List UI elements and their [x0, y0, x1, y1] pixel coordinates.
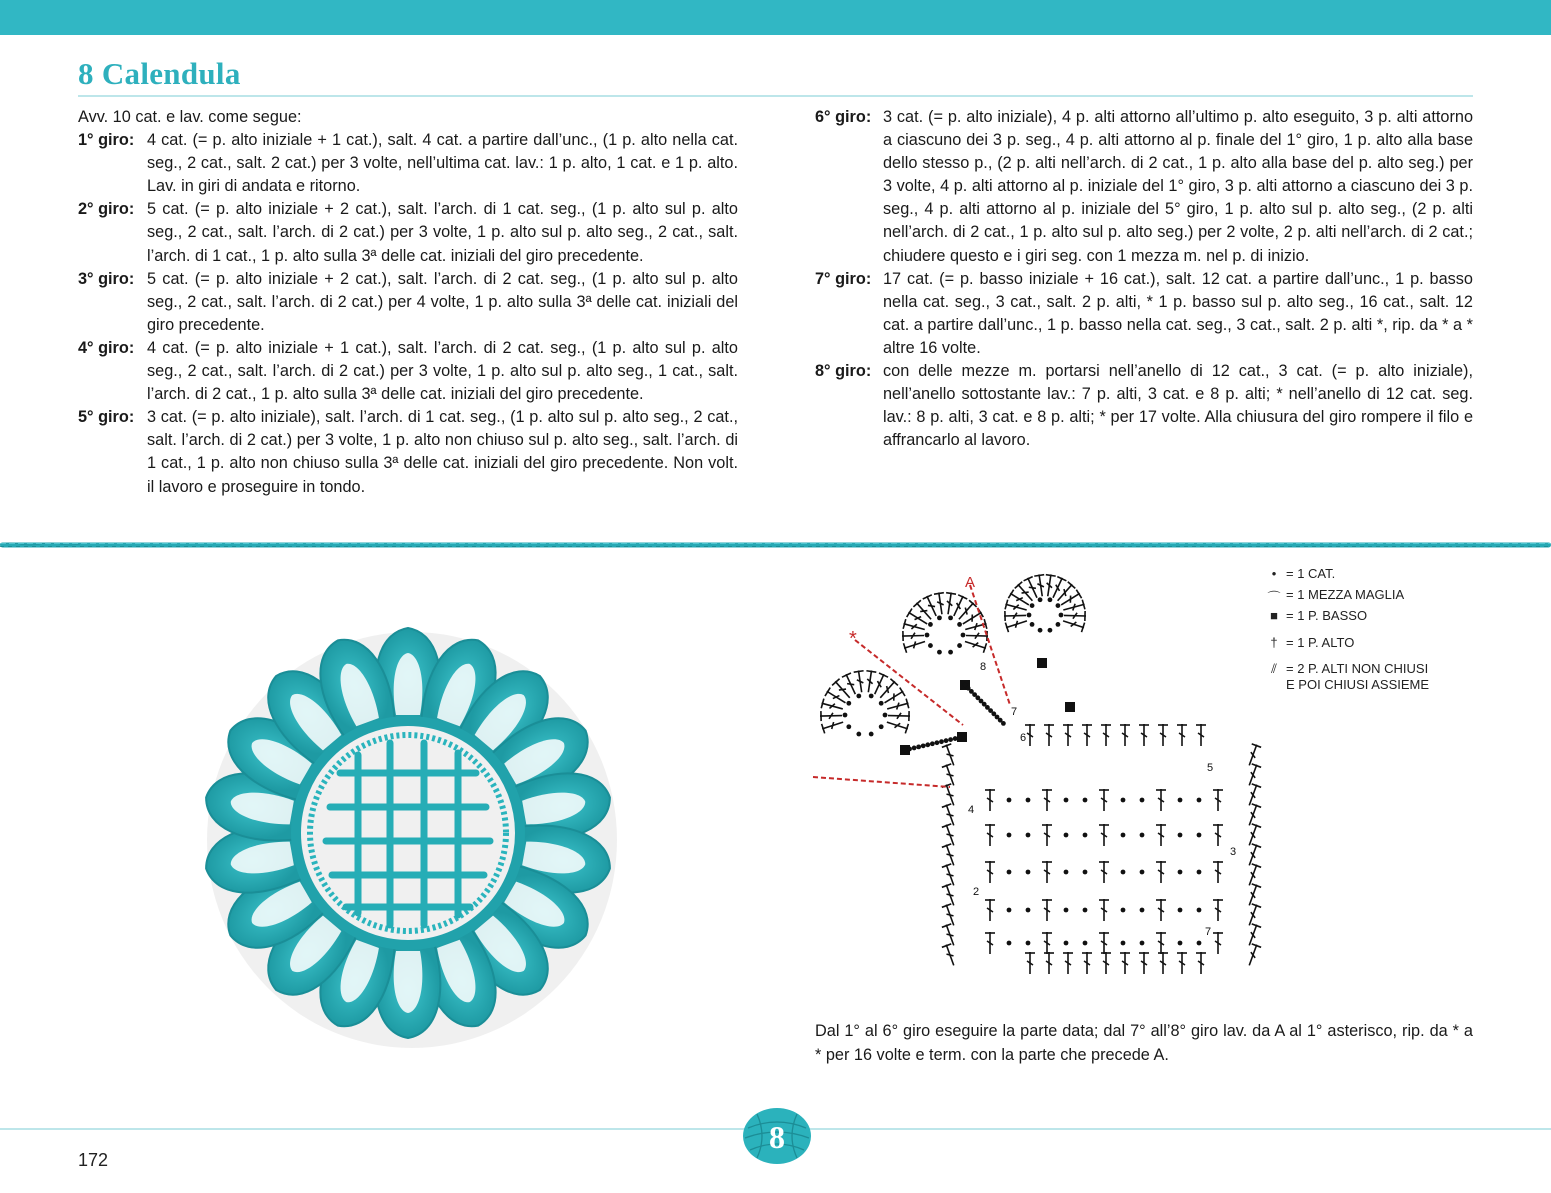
treble-symbol: [1120, 724, 1130, 746]
treble-symbol: [1245, 743, 1262, 767]
treble-symbol: [1213, 932, 1223, 954]
treble-symbol: [1004, 616, 1028, 632]
square-icon: ■: [1270, 608, 1278, 623]
treble-symbol: [985, 899, 995, 921]
round-label: 8° giro:: [815, 362, 872, 381]
round-label: 6° giro:: [815, 108, 872, 126]
chain-dot: [1178, 908, 1183, 913]
treble-symbol: [1004, 610, 1026, 621]
treble-symbol: [1101, 724, 1111, 746]
treble-symbol: [903, 637, 927, 653]
round-text: con delle mezze m. portarsi nell’anello di 12 cat., 3 cat. (= p. alto iniziale), nell’anello sottostante lav.: 7 p. alti, 3 cat. e 8 p. alti; * nell’anello di 12 cat. seg. lav.: 8 p. alti, 3 cat. e 8 p. alti; * per 17 volte. Alla chiusura del giro rompere il filo e affrancarlo al lavoro.: [883, 362, 1473, 450]
chain-dot: [939, 739, 944, 744]
treble-symbol: [1156, 932, 1166, 954]
treble-symbol: [821, 717, 845, 733]
treble-symbol: [1023, 576, 1041, 600]
chain-dot: [912, 746, 917, 751]
intro-text: Avv. 10 cat. e lav. come segue:: [78, 108, 302, 126]
treble-symbol: [863, 670, 876, 693]
page-title: 8 Calendula: [78, 56, 241, 91]
treble-symbol: [942, 763, 959, 787]
treble-symbol: [820, 711, 842, 722]
chain-dot: [1007, 833, 1012, 838]
treble-symbol: [942, 823, 959, 847]
chain-dot: [1083, 833, 1088, 838]
treble-symbol: [942, 803, 959, 827]
chain-dot: [1197, 870, 1202, 875]
round-7: [815, 268, 1473, 360]
round-num: 7: [1205, 926, 1212, 938]
chain-dot: [961, 633, 966, 638]
round-4: [78, 337, 738, 406]
chain-dot: [1121, 798, 1126, 803]
treble-symbol: [1177, 952, 1187, 974]
slip-stitch-icon: ⌒: [1267, 590, 1281, 605]
chain-dot: [1064, 941, 1069, 946]
chain-dot: [1197, 941, 1202, 946]
round-text: 5 cat. (= p. alto iniziale + 2 cat.), salt. l’arch. di 2 cat. seg., (1 p. alto sul p. alto seg., 2 cat., salt. l’arch. di 2 cat.) per 4 volte, 1 p. alto sulla 3ª delle cat. iniziali del giro precedente.: [147, 269, 738, 334]
treble-symbol: [942, 863, 959, 887]
treble-symbol: [1139, 724, 1149, 746]
round-label: 7° giro:: [815, 269, 872, 288]
treble-symbol: [1099, 899, 1109, 921]
treble-symbol: [1156, 899, 1166, 921]
chain-dot: [1197, 833, 1202, 838]
chain-dot: [883, 713, 888, 718]
treble-symbol: [922, 594, 940, 618]
chain-dot: [1064, 798, 1069, 803]
treble-symbol: [942, 903, 959, 927]
chain-dot: [1027, 613, 1032, 618]
chain-dot: [1064, 870, 1069, 875]
chain-dot: [879, 724, 884, 729]
treble-symbol: [963, 637, 987, 653]
treble-symbol: [1158, 724, 1168, 746]
chain-dot: [1056, 622, 1061, 627]
chain-dot: [1026, 870, 1031, 875]
round-text: 3 cat. (= p. alto iniziale), 4 p. alti attorno all’ultimo p. alto eseguito, 3 p. alti attorno a ciascuno dei 3 p. seg., 4 p. alti attorno al p. finale del 1° giro, 1 p. alto alla base dello stesso p., (2 p. alti nell’arch. di 2 cat., 1 p. alto alla base del p. alto seg.) per 3 volte, 4 p. alti attorno al p. iniziale del 1° giro, 3 p. alti attorno a ciascuno dei 3 p. seg., 4 p. alti attorno al p. iniziale del 5° giro, 1 p. alto sul p. alto seg., (2 p. alti nell’arch. di 2 cat., 1 p. alto sul p. alto seg.) per 2 volte, 2 p. alti nell’arch. di 2 cat.; chiudere questo e i giri seg. con 1 mezza m. nel p. di inizio.: [883, 108, 1473, 265]
doily-photo: [190, 595, 630, 1065]
treble-symbol: [1082, 724, 1092, 746]
treble-symbol: [942, 923, 959, 947]
legend-item: • = 1 CAT.: [1262, 566, 1429, 587]
treble-symbol: [1043, 574, 1056, 597]
legend-item: ■ = 1 P. BASSO: [1262, 608, 1429, 629]
chain-dot: [928, 643, 933, 648]
tall-cross-icon: †: [1270, 635, 1278, 650]
chain-dot: [1038, 597, 1043, 602]
treble-symbol: [1139, 952, 1149, 974]
treble-symbol: [1120, 952, 1130, 974]
chain-dot: [1064, 908, 1069, 913]
treble-symbol: [1099, 789, 1109, 811]
round-text: 3 cat. (= p. alto iniziale), salt. l’arch. di 1 cat. seg., (1 p. alto sul p. alto seg., 2 cat., salt. l’arch. di 2 cat.) per 3 volte, 1 p. alto non chiuso sul p. alto seg., salt. l’arch. di 1 cat., 1 p. alto non chiuso sulla 3ª delle cat. iniziali del giro precedente. Non volt. il lavoro e proseguire in tondo.: [147, 408, 738, 496]
chain-dot: [869, 694, 874, 699]
chain-dot: [846, 724, 851, 729]
round-5: [78, 406, 738, 498]
treble-symbol: [1213, 899, 1223, 921]
chain-dot: [1026, 798, 1031, 803]
treble-symbol: [1156, 861, 1166, 883]
round-2: [78, 198, 738, 267]
treble-symbol: [934, 592, 947, 615]
treble-symbol: [1099, 824, 1109, 846]
chain-dot: [1048, 597, 1053, 602]
chain-dot: [1178, 833, 1183, 838]
treble-symbol: [1213, 824, 1223, 846]
chain-dot: [1197, 798, 1202, 803]
yarn-ball-badge: [742, 1106, 812, 1166]
treble-symbol: [985, 932, 995, 954]
chain-dot: [957, 622, 962, 627]
chain-dot: [1064, 833, 1069, 838]
page-number: 172: [78, 1150, 109, 1170]
round-6: [815, 106, 1473, 268]
treble-symbol: [854, 670, 867, 693]
treble-symbol: [1245, 823, 1262, 847]
label-star: *: [849, 628, 857, 650]
top-bar: [0, 0, 1551, 35]
chain-dot: [1121, 833, 1126, 838]
round-8: [815, 360, 1473, 452]
chain-dot: [1007, 798, 1012, 803]
chain-dot: [937, 615, 942, 620]
treble-symbol: [985, 824, 995, 846]
treble-symbol: [1044, 952, 1054, 974]
treble-symbol: [902, 631, 924, 642]
chain-dot: [1056, 603, 1061, 608]
treble-symbol: [1158, 952, 1168, 974]
round-num: 5: [1207, 762, 1214, 774]
chain-dot: [921, 743, 926, 748]
instructions-left: [78, 106, 738, 499]
chain-dot: [1048, 628, 1053, 633]
round-label: 3° giro:: [78, 269, 135, 288]
chain-dot: [1007, 941, 1012, 946]
treble-symbol: [942, 743, 959, 767]
chain-dot: [1178, 941, 1183, 946]
chain-dot: [944, 738, 949, 743]
round-num: 8: [980, 661, 987, 673]
chain-dot: [1140, 908, 1145, 913]
chain-dot: [957, 643, 962, 648]
treble-symbol: [1245, 803, 1262, 827]
yarn-divider: [0, 541, 1551, 549]
chain-dot: [1083, 798, 1088, 803]
chain-dot: [925, 633, 930, 638]
round-num: 6: [1020, 732, 1027, 744]
treble-symbol: [1245, 943, 1262, 967]
badge-number: 8: [769, 1119, 785, 1155]
treble-symbol: [942, 883, 959, 907]
single-crochet-square: [1037, 658, 1047, 668]
chain-dot: [1030, 603, 1035, 608]
treble-symbol: [888, 711, 910, 722]
crochet-chart: [805, 565, 1275, 985]
chain-dot: [1140, 870, 1145, 875]
treble-symbol: [1042, 824, 1052, 846]
treble-symbol: [1099, 861, 1109, 883]
chain-dot: [957, 735, 962, 740]
legend-item: ⫽ = 2 P. ALTI NON CHIUSI: [1262, 661, 1429, 682]
treble-symbol: [985, 861, 995, 883]
treble-symbol: [1245, 883, 1262, 907]
treble-symbol: [1196, 952, 1206, 974]
double-cross-icon: ⫽: [1271, 661, 1277, 676]
chain-dot: [856, 732, 861, 737]
treble-symbol: [1042, 899, 1052, 921]
instructions-right: [815, 106, 1473, 452]
chain-dot: [916, 744, 921, 749]
chain-dot: [925, 742, 930, 747]
label-a: A: [965, 574, 976, 591]
treble-symbol: [955, 599, 977, 622]
treble-symbol: [1054, 581, 1076, 604]
chain-dot: [1178, 870, 1183, 875]
round-num: 3: [1230, 846, 1237, 858]
round-num: 4: [968, 804, 975, 816]
chain-dot: [1121, 941, 1126, 946]
treble-symbol: [1245, 863, 1262, 887]
chain-dot: [953, 736, 958, 741]
chain-dot: [1083, 870, 1088, 875]
chain-dot: [948, 615, 953, 620]
treble-symbol: [1099, 932, 1109, 954]
chain-dot: [1121, 870, 1126, 875]
legend-item: † = 1 P. ALTO: [1262, 629, 1429, 661]
treble-symbol: [1213, 789, 1223, 811]
treble-symbol: [1034, 574, 1047, 597]
chain-dot: [846, 701, 851, 706]
chain-dot: [937, 650, 942, 655]
chain-dot: [1197, 908, 1202, 913]
treble-symbol: [943, 592, 956, 615]
chain-dot: [843, 713, 848, 718]
round-num: 2: [973, 886, 980, 898]
round-1: [78, 129, 738, 198]
treble-symbol: [1156, 824, 1166, 846]
treble-symbol: [1042, 861, 1052, 883]
treble-symbol: [885, 717, 909, 733]
round-3: [78, 268, 738, 337]
legend-item-continued: E POI CHIUSI ASSIEME: [1286, 677, 1430, 692]
chain-dot: [869, 732, 874, 737]
single-crochet-square: [1065, 702, 1075, 712]
dot-icon: •: [1271, 566, 1277, 581]
chain-dot: [1059, 613, 1064, 618]
chain-dot: [1038, 628, 1043, 633]
chain-dot: [1140, 833, 1145, 838]
round-label: 5° giro:: [78, 408, 135, 427]
title-rule: [78, 95, 1473, 97]
round-label: 2° giro:: [78, 200, 135, 219]
treble-symbol: [1156, 789, 1166, 811]
chain-dot: [1083, 908, 1088, 913]
chart-caption: Dal 1° al 6° giro eseguire la parte data; dal 7° all’8° giro lav. da A al 1° asterisco, rip. da * a * per 16 volte e term. con la parte che precede A.: [815, 1022, 1473, 1064]
treble-symbol: [1064, 610, 1086, 621]
chain-dot: [1007, 870, 1012, 875]
treble-symbol: [1101, 952, 1111, 974]
round-text: 17 cat. (= p. basso iniziale + 16 cat.), salt. 12 cat. a partire dall’unc., 1 p. basso nella cat. seg., 3 cat., salt. 2 p. alti, * 1 p. basso sul p. alto seg., 16 cat., salt. 12 cat. a partire dall’unc., 1 p. basso nella cat. seg., 3 cat., salt. 2 p. alti *, rip. da * a * altre 16 volte.: [883, 269, 1473, 357]
chain-dot: [1178, 798, 1183, 803]
round-text: 4 cat. (= p. alto iniziale + 1 cat.), salt. l’arch. di 2 cat. seg., (1 p. alto sul p. alto seg., 2 cat., salt. l’arch. di 2 cat.) per 3 volte, 1 p. alto sul p. alto seg., 1 cat., salt. l’arch. di 2 cat., 1 p. alto sulla 3ª delle cat. iniziali del giro precedente.: [147, 338, 738, 404]
chain-dot: [928, 622, 933, 627]
chain-dot: [948, 737, 953, 742]
chain-dot: [856, 694, 861, 699]
chain-dot: [903, 748, 908, 753]
treble-symbol: [1245, 783, 1262, 807]
round-text: 4 cat. (= p. alto iniziale + 1 cat.), salt. 4 cat. a partire dall’unc., (1 p. alto nella cat. seg., 2 cat., salt. 2 cat.) per 3 volte, nell’ultima cat. lav.: 1 p. alto, 1 cat. e 1 p. alto. Lav. in giri di andata e ritorno.: [147, 131, 738, 196]
chain-dot: [1030, 622, 1035, 627]
chain-dot: [1140, 941, 1145, 946]
treble-symbol: [985, 789, 995, 811]
legend-item: ⌒ = 1 MEZZA MAGLIA: [1262, 587, 1429, 608]
chain-dot: [1001, 721, 1006, 726]
treble-symbol: [1213, 861, 1223, 883]
treble-symbol: [1044, 724, 1054, 746]
treble-symbol: [1042, 789, 1052, 811]
treble-symbol: [1245, 843, 1262, 867]
chain-dot: [1121, 908, 1126, 913]
round-label: 1° giro:: [78, 131, 135, 150]
chain-dot: [1026, 941, 1031, 946]
treble-symbol: [1082, 952, 1092, 974]
chain-dot: [948, 650, 953, 655]
treble-symbol: [1025, 724, 1035, 746]
chain-dot: [935, 740, 940, 745]
treble-symbol: [942, 943, 959, 967]
treble-symbol: [1042, 932, 1052, 954]
chain-dot: [879, 701, 884, 706]
chart-legend: [1262, 566, 1429, 692]
round-label: 4° giro:: [78, 338, 135, 357]
treble-symbol: [1025, 952, 1035, 974]
chain-dot: [1140, 798, 1145, 803]
treble-symbol: [1063, 724, 1073, 746]
treble-symbol: [1245, 923, 1262, 947]
treble-symbol: [942, 843, 959, 867]
treble-symbol: [1245, 903, 1262, 927]
chain-dot: [1026, 908, 1031, 913]
chain-dot: [1007, 908, 1012, 913]
chain-dot: [1026, 833, 1031, 838]
round-num: 7: [1011, 706, 1018, 718]
treble-symbol: [1177, 724, 1187, 746]
chain-dot: [930, 741, 935, 746]
treble-symbol: [1196, 724, 1206, 746]
round-text: 5 cat. (= p. alto iniziale + 2 cat.), salt. l’arch. di 1 cat. seg., (1 p. alto sul p. alto seg., 2 cat., salt. l’arch. di 2 cat.) per 3 volte, 1 p. alto sul p. alto seg., 2 cat., salt. l’arch. di 1 cat., 1 p. alto sulla 3ª delle cat. iniziali del giro precedente.: [147, 200, 738, 265]
treble-symbol: [1063, 952, 1073, 974]
treble-symbol: [1245, 763, 1262, 787]
chain-dot: [1083, 941, 1088, 946]
chain-dot: [907, 747, 912, 752]
